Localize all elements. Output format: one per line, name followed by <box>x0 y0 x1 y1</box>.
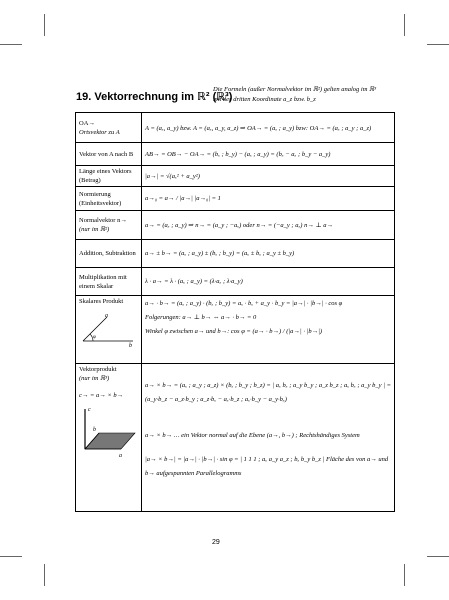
row-label <box>76 296 142 364</box>
row-label <box>76 166 142 187</box>
vector-b-label: b <box>129 343 132 347</box>
table-row <box>76 187 395 211</box>
row-label <box>76 113 142 143</box>
row-label-main: Vektorprodukt <box>79 366 117 373</box>
row-formula: a→ ± b→ = (aₓ ; a_y) ± (bₓ ; b_y) = (aₓ ± bₓ ; a_y ± b_y) <box>142 240 395 268</box>
page-number: 29 <box>212 539 220 546</box>
row-formula: |a→| = √(aₓ² + a_y²) <box>142 166 395 187</box>
row-label-main: Multiplikation mit <box>79 273 127 281</box>
formula-table <box>75 112 395 512</box>
vector-b-label: b <box>93 427 96 433</box>
row-formula: A = (aₓ, a_y) bzw. A = (aₓ, a_y, a_z) ⇒ OA→ = (aₓ ; a_y) bzw: OA→ = (aₓ ; a_y ; a_z) <box>142 113 395 143</box>
table-row <box>76 268 395 296</box>
row-label-main: Länge eines Vektors <box>79 168 132 175</box>
row-label <box>76 187 142 211</box>
crop-mark <box>404 14 405 36</box>
table-row <box>76 143 395 166</box>
scalar-product-formula: a→ · b→ = (aₓ ; a_y) · (bₓ ; b_y) = aₓ · bₓ + a_y · b_y = |a→| · |b→| · cos φ <box>145 300 343 307</box>
table-row <box>76 166 395 187</box>
crop-mark <box>44 14 45 36</box>
scalar-product-consequence: Folgerungen: a→ ⊥ b→ ⇔ a→ · b→ = 0 <box>145 314 257 321</box>
row-label-main: Addition, Subtraktion <box>79 250 136 257</box>
crop-mark <box>0 44 22 45</box>
vector-a-label: a <box>105 313 108 319</box>
cross-product-diagram <box>79 403 139 459</box>
row-label <box>76 364 142 512</box>
row-formula: a→ = (aₓ ; a_y) ⇒ n→ = (a_y ; −aₓ) oder n→ = (−a_y ; aₓ) n→ ⊥ a→ <box>142 211 395 240</box>
table-row <box>76 364 395 512</box>
row-label-main: Vektor von A nach B <box>79 150 134 158</box>
page-note: Die Formeln (außer Normalvektor im ℝ²) gelten analog im ℝ³ mit der dritten Koordinate a_z bzw. b_z <box>213 86 377 103</box>
cross-product-label: c→ = a→ × b→ <box>79 392 124 399</box>
row-formula <box>142 296 395 364</box>
crop-mark <box>427 44 449 45</box>
row-label-main: Skalares Produkt <box>79 298 124 305</box>
table-row <box>76 296 395 364</box>
row-label-sub: (nur im ℝ²) <box>79 226 110 233</box>
vector-c-label: c <box>88 407 91 413</box>
crop-mark <box>427 556 449 557</box>
crop-mark <box>0 556 22 557</box>
row-label <box>76 268 142 296</box>
row-label-main: Normierung <box>79 190 111 198</box>
table-row <box>76 240 395 268</box>
table-row <box>76 211 395 240</box>
page-title: 19. Vektorrechnung im ℝ² (ℝ³) <box>76 91 233 103</box>
row-label-sub: einem Skalar <box>79 282 114 290</box>
row-label-main: Normalvektor n→ <box>79 217 127 224</box>
row-label-main: OA→ <box>79 119 95 127</box>
row-label <box>76 211 142 240</box>
scalar-product-angle: Winkel φ zwischen a→ und b→: cos φ = (a→ · b→) / (|a→| · |b→|) <box>145 328 323 335</box>
row-label-sub: (Einheitsvektor) <box>79 199 122 207</box>
row-formula: AB→ = OB→ − OA→ = (bₓ ; b_y) − (aₓ ; a_y) = (bₓ − aₓ ; b_y − a_y) <box>142 143 395 166</box>
row-label-sub: (Betrag) <box>79 177 101 184</box>
row-label-sub: Ortsvektor zu A <box>79 128 120 136</box>
row-label-sub: (nur im ℝ³) <box>79 375 110 382</box>
angle-phi-label: φ <box>93 335 96 340</box>
angle-diagram <box>79 309 137 347</box>
row-formula: a→₀ = a→ / |a→| |a→₀| = 1 <box>142 187 395 211</box>
row-formula: λ · a→ = λ · (aₓ ; a_y) = (λ·aₓ ; λ·a_y) <box>142 268 395 296</box>
row-label <box>76 240 142 268</box>
table-row <box>76 113 395 143</box>
cross-product-normal: a→ × b→ … ein Vektor normal auf die Ebene (a→, b→) ; Rechtshändiges System <box>145 432 360 439</box>
cross-product-formula: a→ × b→ = (aₓ ; a_y ; a_z) × (bₓ ; b_y ; b_z) = | aₓ bₓ ; a_y b_y ; a_z b_z ; aₓ bₓ ; a_y b_y | = (a_y·b_z − a_z·b_y ; a_z·bₓ − aₓ·b_z ; aₓ·b_y − a_y·bₓ) <box>145 382 391 403</box>
vector-a-label: a <box>119 453 122 459</box>
cross-product-area: |a→ × b→| = |a→| · |b→| · sin φ = | 1 1 1 ; aₓ a_y a_z ; bₓ b_y b_z | Fläche des von a→ und b→ aufgespannten Parallelogramms <box>145 456 389 477</box>
row-formula <box>142 364 395 512</box>
crop-mark <box>404 564 405 586</box>
row-label <box>76 143 142 166</box>
crop-mark <box>44 564 45 586</box>
